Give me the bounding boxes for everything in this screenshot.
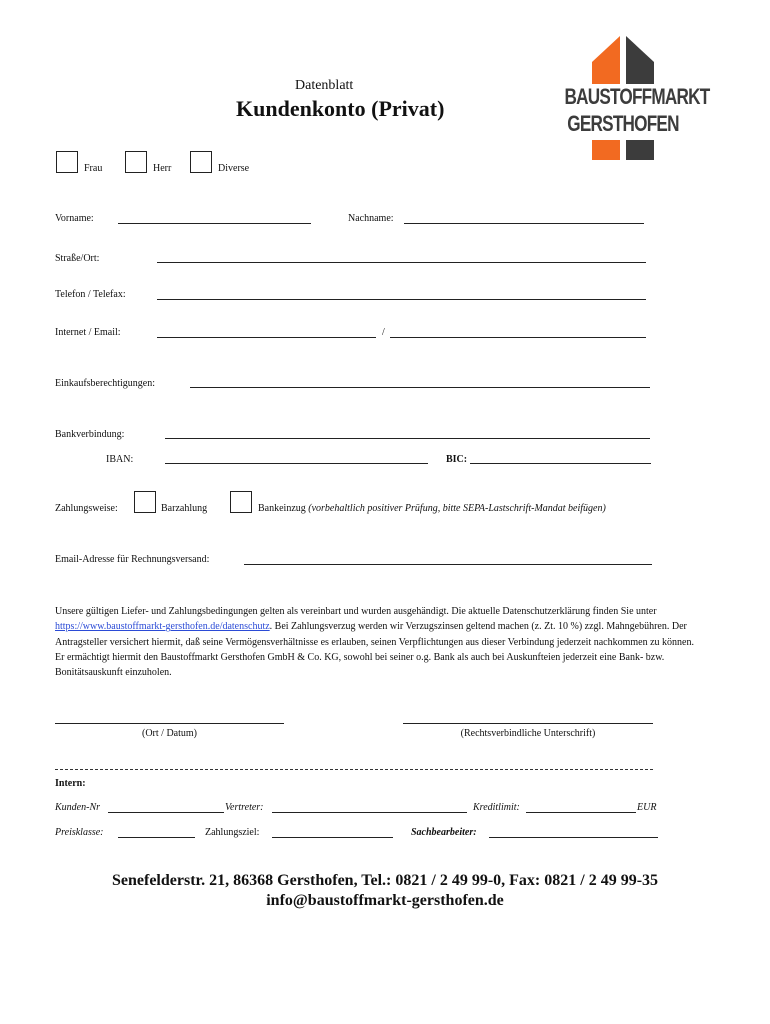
- field-bic[interactable]: [470, 463, 651, 464]
- label-vertreter: Vertreter:: [225, 802, 264, 813]
- field-strasse[interactable]: [157, 262, 646, 263]
- checkbox-frau[interactable]: [56, 151, 78, 173]
- field-sachbearbeiter[interactable]: [489, 837, 658, 838]
- label-barzahlung: Barzahlung: [161, 503, 208, 514]
- label-unterschrift: (Rechtsverbindliche Unterschrift): [460, 728, 596, 739]
- label-ort-datum: (Ort / Datum): [142, 728, 197, 739]
- label-einkauf: Einkaufsberechtigungen:: [55, 378, 155, 389]
- checkbox-bankeinzug[interactable]: [230, 491, 252, 513]
- field-internet[interactable]: [157, 337, 376, 338]
- label-iban: IBAN:: [106, 454, 134, 465]
- terms-paragraph: Unsere gültigen Liefer- und Zahlungsbedingungen gelten als vereinbart und wurden ausgehändigt. Die aktuelle Datenschutzerklärung finden Sie unter https://www.baustoffmarkt-gersthofen.de/datenschutz. Bei Zahlungsverzug werden wir Verzugszinsen geltend machen (z. Zt. 10 %) zzgl. Mahngebühren. Der Antragsteller versichert hiermit, daß seine Vermögensverhältnisse es erlauben, seinen Verpflichtungen aus dieser Verbindung jederzeit nachkommen zu können. Er ermächtigt hiermit den Baustoffmarkt Gersthofen GmbH & Co. KG, sowohl bei seiner o.g. Bank als auch bei Auskunfteien jederzeit eine Bank- bzw. Bonitätsauskunft einzuholen.: [55, 606, 694, 679]
- privacy-link[interactable]: https://www.baustoffmarkt-gersthofen.de/datenschutz: [55, 621, 270, 633]
- label-eur: EUR: [637, 802, 657, 813]
- field-bank[interactable]: [165, 438, 650, 439]
- footer-email: info@baustoffmarkt-gersthofen.de: [266, 892, 504, 909]
- label-telefon: Telefon / Telefax:: [55, 289, 126, 300]
- label-internet: Internet / Email:: [55, 327, 121, 338]
- label-nachname: Nachname:: [348, 213, 394, 224]
- label-bic: BIC:: [446, 454, 468, 465]
- field-unterschrift[interactable]: [403, 723, 653, 724]
- checkbox-diverse[interactable]: [190, 151, 212, 173]
- company-logo: [548, 36, 710, 160]
- label-strasse: Straße/Ort:: [55, 253, 100, 264]
- field-kreditlimit[interactable]: [526, 812, 636, 813]
- separator-line: [55, 769, 653, 770]
- label-kreditlimit: Kreditlimit:: [473, 802, 520, 813]
- bankeinzug-note: (vorbehaltlich positiver Prüfung, bitte SEPA-Lastschrift-Mandat beifügen): [308, 503, 606, 514]
- field-email[interactable]: [390, 337, 646, 338]
- field-zahlungsziel[interactable]: [272, 837, 393, 838]
- intern-heading: Intern:: [55, 778, 86, 789]
- field-vertreter[interactable]: [272, 812, 467, 813]
- logo-text-line2: GERSTHOFEN: [567, 111, 679, 136]
- label-diverse: Diverse: [218, 163, 250, 174]
- label-frau: Frau: [84, 163, 103, 174]
- label-bank: Bankverbindung:: [55, 429, 125, 440]
- document-title: Kundenkonto (Privat): [236, 96, 445, 121]
- footer-address: Senefelderstr. 21, 86368 Gersthofen, Tel.: 0821 / 2 49 99-0, Fax: 0821 / 2 49 99-35: [111, 872, 659, 889]
- label-sachbearbeiter: Sachbearbeiter:: [411, 827, 477, 838]
- label-vorname: Vorname:: [55, 213, 94, 224]
- field-invoice-email[interactable]: [244, 564, 652, 565]
- field-preisklasse[interactable]: [118, 837, 195, 838]
- field-einkauf[interactable]: [190, 387, 650, 388]
- label-preisklasse: Preisklasse:: [55, 827, 104, 838]
- label-herr: Herr: [153, 163, 172, 174]
- field-vorname[interactable]: [118, 223, 311, 224]
- document-subtitle: Datenblatt: [295, 78, 354, 93]
- label-kunden-nr: Kunden-Nr: [55, 802, 100, 813]
- field-ort-datum[interactable]: [55, 723, 284, 724]
- checkbox-herr[interactable]: [125, 151, 147, 173]
- label-zahlungsziel: Zahlungsziel:: [205, 827, 260, 838]
- logo-text-line1: BAUSTOFFMARKT: [564, 84, 710, 109]
- checkbox-barzahlung[interactable]: [134, 491, 156, 513]
- field-nachname[interactable]: [404, 223, 644, 224]
- field-kunden-nr[interactable]: [108, 812, 224, 813]
- label-zahlungsweise: Zahlungsweise:: [55, 503, 118, 514]
- field-iban[interactable]: [165, 463, 428, 464]
- separator-slash: /: [382, 327, 385, 338]
- label-invoice-email: Email-Adresse für Rechnungsversand:: [55, 554, 210, 565]
- label-bankeinzug: Bankeinzug (vorbehaltlich positiver Prüfung, bitte SEPA-Lastschrift-Mandat beifügen): [258, 503, 606, 514]
- field-telefon[interactable]: [157, 299, 646, 300]
